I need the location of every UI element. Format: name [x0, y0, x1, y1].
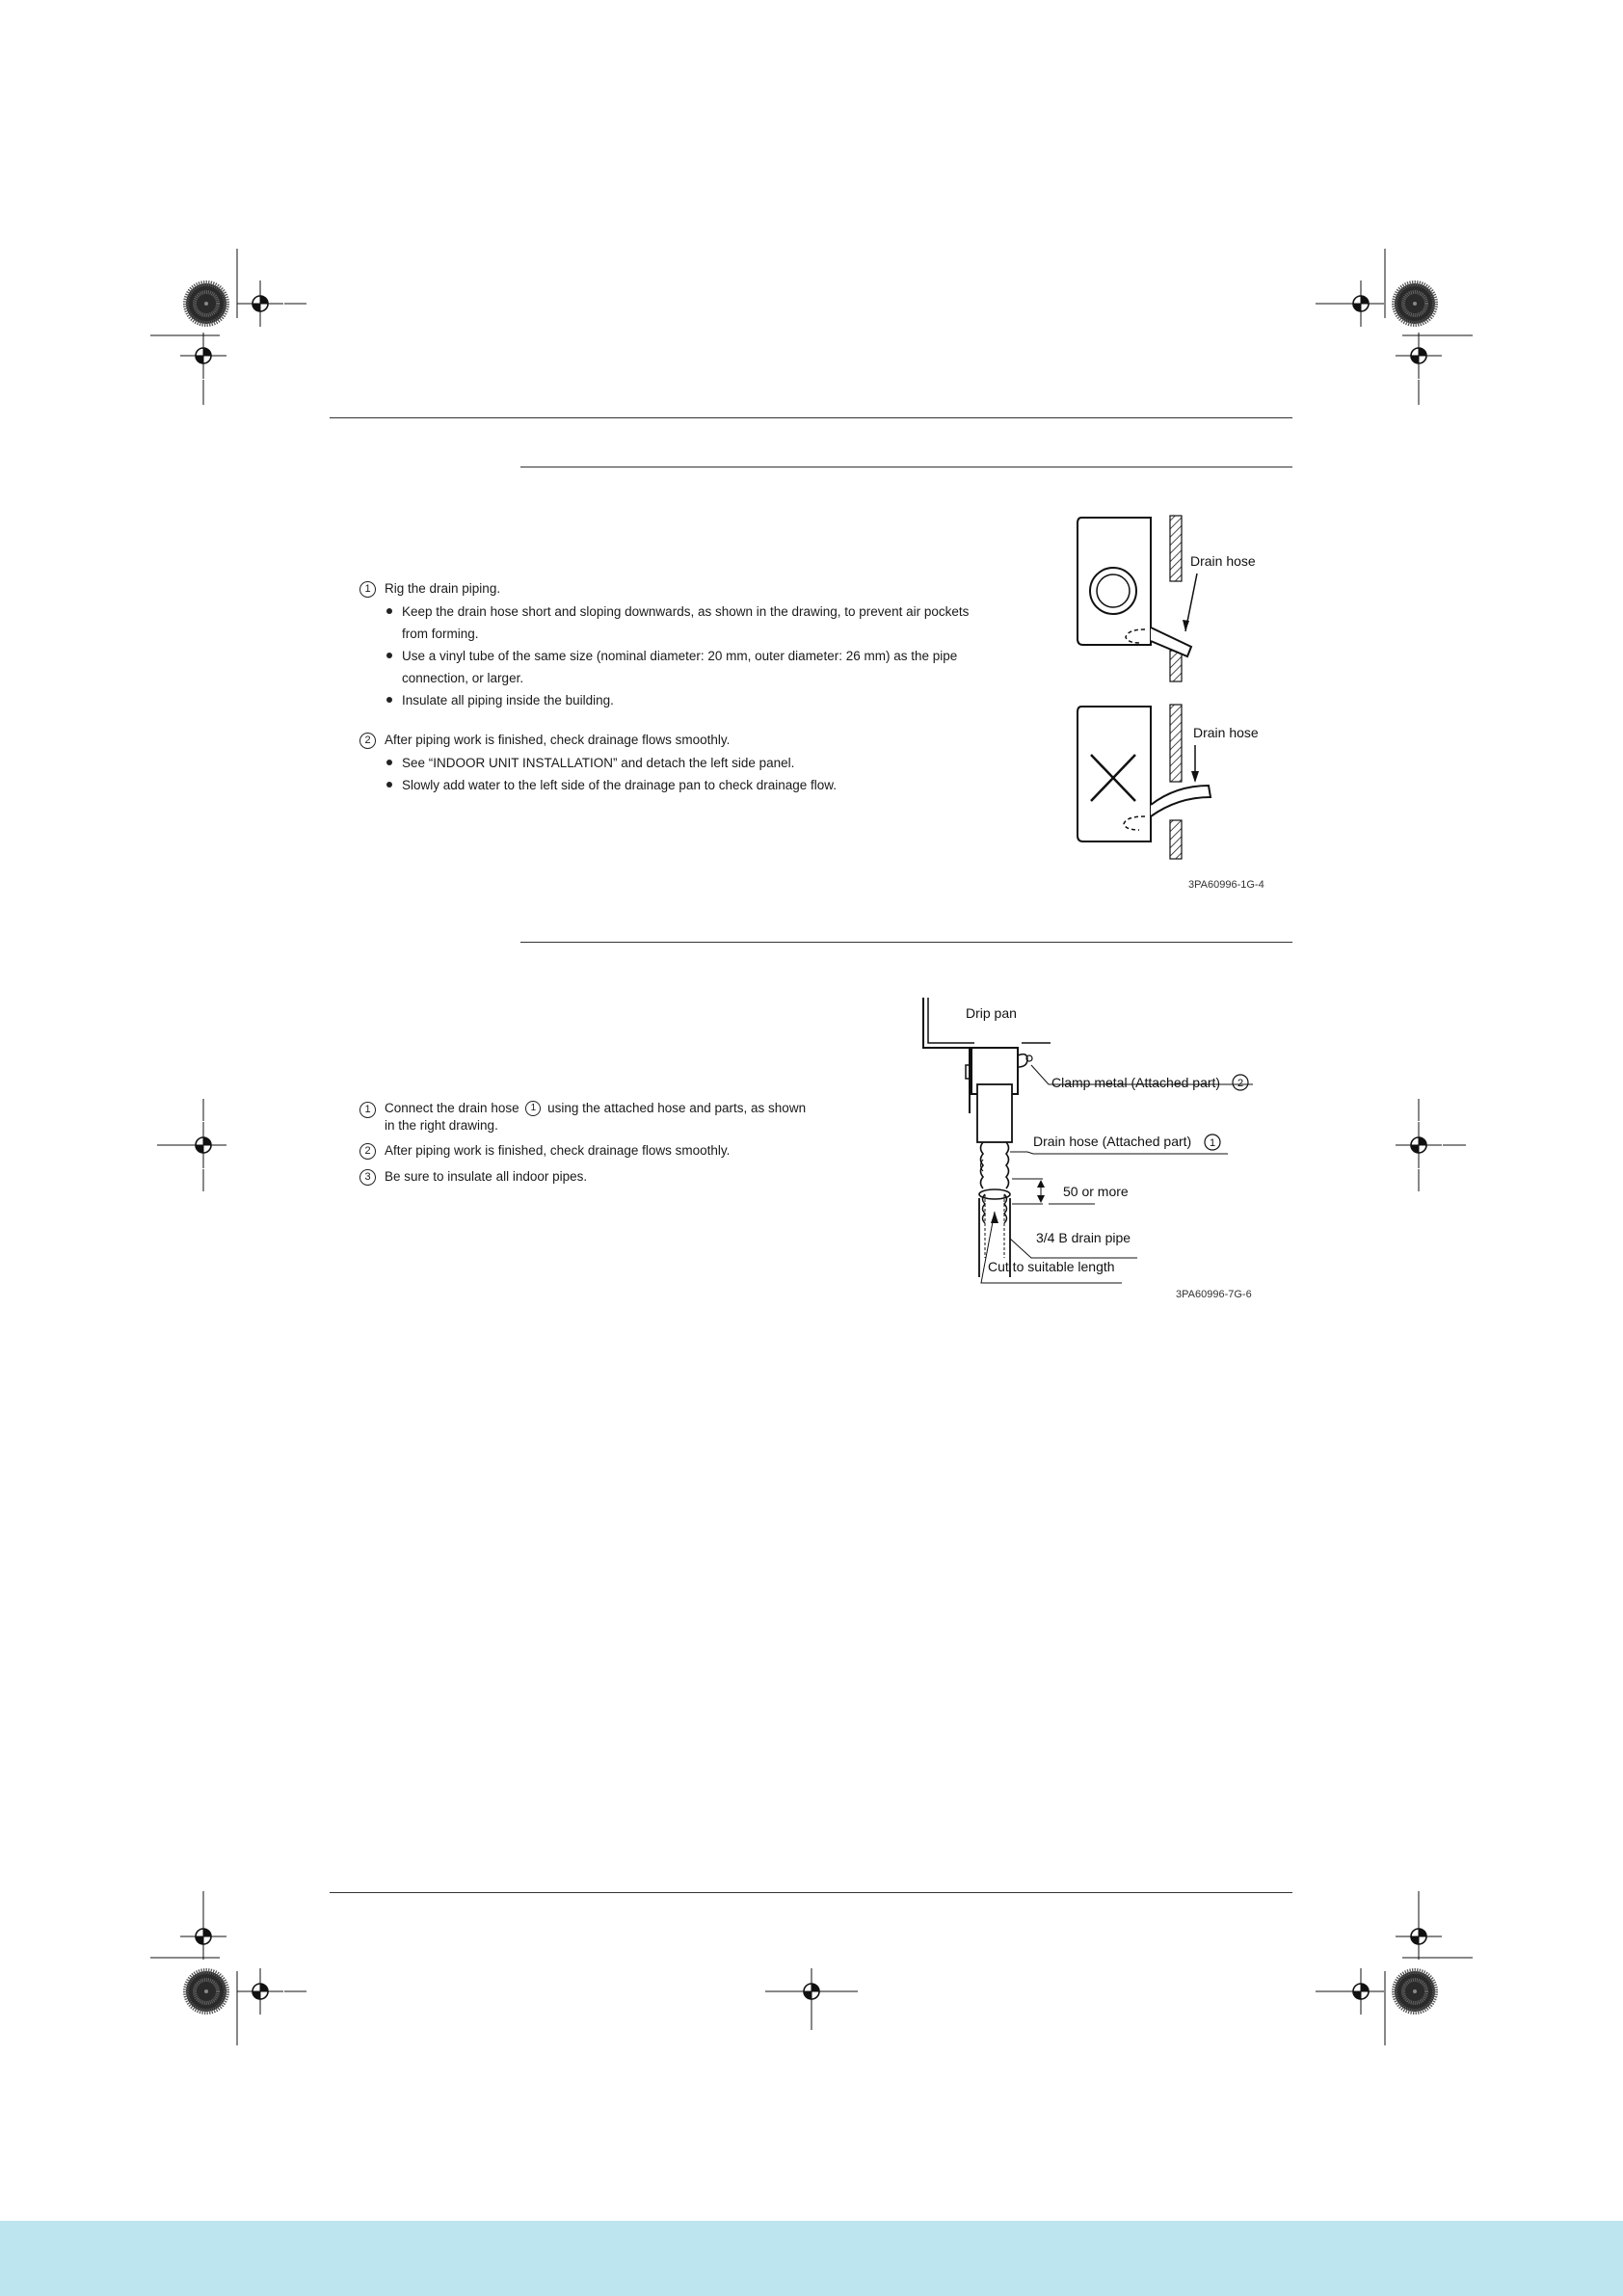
drain-hose-part-label: Drain hose (Attached part)	[1033, 1134, 1192, 1149]
section2-rule	[520, 942, 1292, 943]
section1-instructions	[359, 579, 986, 796]
step-number: 2	[359, 733, 376, 749]
section1-step-1-bullets	[386, 601, 986, 711]
step-text: After piping work is finished, check drainage flows smoothly.	[385, 1143, 731, 1158]
section2-instructions	[359, 1100, 812, 1187]
figure-code-2: 3PA60996-7G-6	[1176, 1289, 1252, 1300]
dimension-label: 50 or more	[1063, 1184, 1129, 1199]
section1-step-2-bullets	[386, 752, 986, 796]
clamp-part-number: 2	[1237, 1078, 1244, 1089]
cut-length-label: Cut to suitable length	[988, 1259, 1115, 1274]
step-number: 1	[359, 1102, 376, 1118]
correct-slope-drawing	[1078, 516, 1256, 681]
header-rule	[330, 417, 1292, 418]
section1-step-1	[359, 579, 986, 599]
bullet-item: Use a vinyl tube of the same size (nominal diameter: 20 mm, outer diameter: 26 mm) as the pipe connection, or larger.	[386, 645, 986, 689]
step-number: 1	[359, 581, 376, 598]
drain-pipe-label: 3/4 B drain pipe	[1036, 1230, 1131, 1245]
bullet-item: Keep the drain hose short and sloping downwards, as shown in the drawing, to prevent air pockets from forming.	[386, 601, 986, 645]
step-text: Connect the drain hose 1 using the attached hose and parts, as shown in the right drawing.	[385, 1101, 807, 1133]
bullet-item: Slowly add water to the left side of the drainage pan to check drainage flow.	[386, 774, 986, 796]
section2-step-3	[359, 1167, 812, 1187]
drain-hose-slope-figure	[1070, 506, 1291, 863]
drain-hose-part-number: 1	[1209, 1137, 1216, 1149]
incorrect-slope-drawing	[1078, 705, 1259, 859]
figure-code-1: 3PA60996-1G-4	[1188, 879, 1264, 891]
section2-step-1	[359, 1100, 812, 1135]
step-text: Be sure to insulate all indoor pipes.	[385, 1169, 588, 1184]
inline-part-number: 1	[525, 1101, 541, 1116]
section1-step-2	[359, 731, 986, 750]
footer-rule	[330, 1892, 1292, 1893]
step-text: Rig the drain piping.	[385, 581, 501, 596]
step-number: 2	[359, 1143, 376, 1160]
drain-hose-label-top: Drain hose	[1190, 553, 1256, 569]
section2-step-2	[359, 1141, 812, 1161]
drip-pan-label: Drip pan	[966, 1005, 1017, 1021]
drain-hose-label-bottom: Drain hose	[1193, 725, 1259, 740]
step-text: After piping work is finished, check drainage flows smoothly.	[385, 733, 731, 747]
drain-hose-connection-figure	[916, 988, 1263, 1292]
footer-color-band	[0, 2221, 1623, 2296]
clamp-metal-label: Clamp metal (Attached part)	[1051, 1075, 1221, 1090]
step-number: 3	[359, 1169, 376, 1186]
bullet-item: See “INDOOR UNIT INSTALLATION” and detach the left side panel.	[386, 752, 986, 774]
bullet-item: Insulate all piping inside the building.	[386, 689, 986, 711]
